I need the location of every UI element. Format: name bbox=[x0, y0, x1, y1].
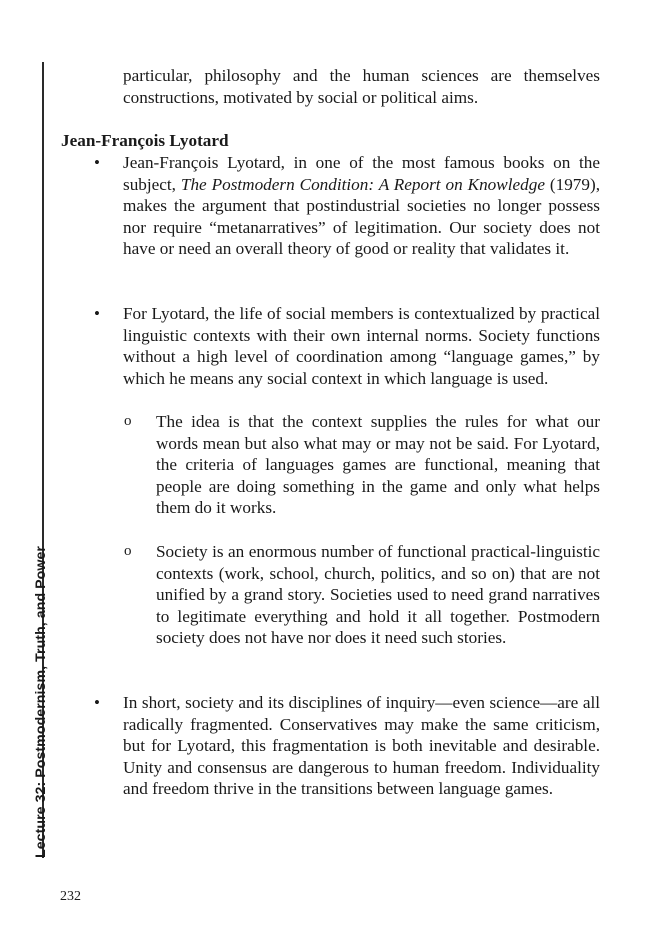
sub-bullet-icon: o bbox=[124, 413, 132, 429]
sub-bullet-icon: o bbox=[124, 543, 132, 559]
page-number: 232 bbox=[60, 889, 81, 904]
book-title: The Postmodern Condition: A Report on Knowledge bbox=[180, 174, 545, 194]
bullet-icon: • bbox=[94, 153, 100, 172]
bullet-text-lead: Jean-François Lyotard, in one of the most famous books on the subject, bbox=[123, 153, 600, 194]
bullet-text: In short, society and its disciplines of inquiry—even science—are all radically fragmented. Conservatives may make the same criticism, but for Lyotard, this fragmentation is both inevitable and desirable. Unity and consensus are dangerous to human freedom. Individuality and freedom thrive in the transitions between language games. bbox=[123, 693, 600, 799]
sub-bullet-text: The idea is that the context supplies the rules for what our words mean but also what may or may not be said. For Lyotard, the criteria of languages games are functional, meaning that people are doing something in the game and only what helps them do it works. bbox=[156, 412, 600, 518]
section-heading: Jean-François Lyotard bbox=[61, 131, 229, 150]
bullet-text-tail: (1979), makes the argument that postindustrial societies no longer possess nor require “metanarratives” of legitimation. Our society does not have or need an overall theory of good or reality that validates it. bbox=[123, 174, 600, 259]
sub-bullet-text: Society is an enormous number of functional practical-linguistic contexts (work, school, church, politics, and so on) that are not unified by a grand story. Societies used to need grand narratives to legitimate everything and hold it all together. Postmodern society does not have nor does it need such stories. bbox=[156, 542, 600, 648]
running-head: Lecture 32: Postmodernism, Truth, and Power bbox=[33, 546, 49, 858]
bullet-icon: • bbox=[94, 304, 100, 323]
bullet-text bbox=[123, 152, 600, 260]
intro-paragraph: particular, philosophy and the human sciences are themselves constructions, motivated by social or political aims. bbox=[123, 66, 600, 107]
bullet-icon: • bbox=[94, 693, 100, 712]
bullet-text: For Lyotard, the life of social members is contextualized by practical linguistic contexts with their own internal norms. Society functions without a high level of coordination among “language games,” by which he means any social context in which language is used. bbox=[123, 304, 600, 388]
